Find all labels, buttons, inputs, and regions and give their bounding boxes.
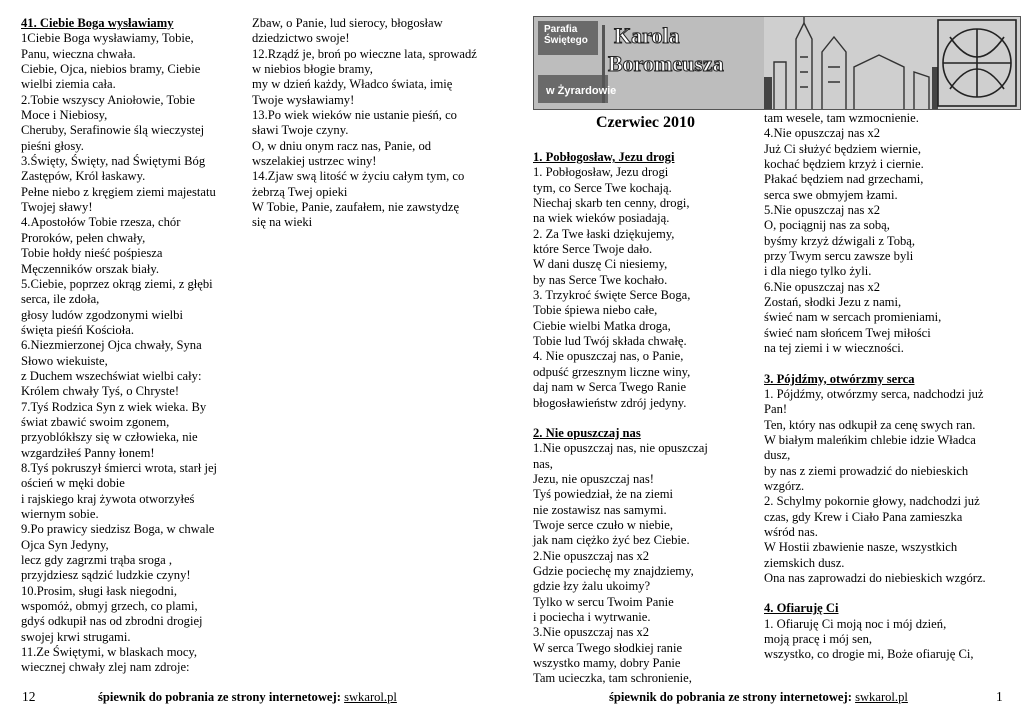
footer-right bbox=[609, 690, 908, 705]
song-line: się na wieki bbox=[252, 215, 313, 230]
song-line: Ten, który nas odkupił za cenę swych ran. bbox=[764, 417, 976, 432]
song-line: 13.Po wiek wieków nie ustanie pieśń, co bbox=[252, 108, 457, 123]
song-title-41: 41. Ciebie Boga wysławiamy bbox=[21, 16, 174, 30]
song-line: Tobie hołdy nieść pośpiesza bbox=[21, 246, 163, 261]
song-line: my w dzień każdy, Władco świata, imię bbox=[252, 77, 453, 92]
footer-link[interactable]: swkarol.pl bbox=[344, 690, 397, 704]
song-line: Słowo wiekuiste, bbox=[21, 353, 108, 368]
song-line: Tam ucieczka, tam schronienie, bbox=[533, 671, 692, 686]
song-line: O, w dniu onym racz nas, Panie, od bbox=[252, 138, 432, 153]
song-line: na tej ziemi i w wieczności. bbox=[764, 341, 904, 356]
song-lines bbox=[764, 111, 1019, 357]
song-line: Panu, wieczna chwała. bbox=[21, 46, 136, 61]
song-line: przyjdziesz sądzić ludzkie czyny! bbox=[21, 568, 191, 583]
song-line: W białym maleńkim chlebie idzie Władca bbox=[764, 432, 976, 447]
song-line: 4.Nie opuszczaj nas x2 bbox=[764, 126, 881, 141]
song-line: 5.Ciebie, poprzez okrąg ziemi, z głębi bbox=[21, 276, 213, 291]
hymn-column-2 bbox=[252, 16, 502, 231]
song-line: 1. Pobłogosław, Jezu drogi bbox=[533, 165, 669, 180]
song-lines bbox=[764, 617, 1019, 663]
song-line: 6.Niezmierzonej Ojca chwały, Syna bbox=[21, 338, 202, 353]
song-line: przyoblókłszy się w człowieka, nie bbox=[21, 430, 198, 445]
song-line: W Tobie, Panie, zaufałem, nie zawstydzę bbox=[252, 200, 460, 215]
song-line: 4.Apostołów Tobie rzesza, chór bbox=[21, 215, 181, 230]
song-line: wzgórz. bbox=[764, 478, 805, 493]
song-line: 1. Pójdźmy, otwórzmy serca, nadchodzi już bbox=[764, 386, 984, 401]
song-line: byśmy krzyż dźwigali z Tobą, bbox=[764, 233, 916, 248]
song-line: błogosławieństw zdrój jedyny. bbox=[533, 395, 687, 410]
month-heading: Czerwiec 2010 bbox=[595, 114, 696, 131]
song-line: świeć nam w sercach promieniami, bbox=[764, 310, 942, 325]
song-lines bbox=[533, 165, 758, 411]
song-line: jak nam ciężko żyć bez Ciebie. bbox=[533, 533, 690, 548]
song-line: lecz gdy zagrzmi trąba sroga , bbox=[21, 553, 173, 568]
song-line: pieśni głosy. bbox=[21, 138, 84, 153]
footer-left bbox=[98, 690, 397, 705]
song-line: przy Twym sercu zawsze byli bbox=[764, 249, 914, 264]
song-line: Zastępów, Król łaskawy. bbox=[21, 169, 146, 184]
song-line: wiecznej chwały zlej nam zdroje: bbox=[21, 660, 190, 675]
song-line: Tyś powiedział, że na ziemi bbox=[533, 487, 674, 502]
song-line: 9.Po prawicy siedzisz Boga, w chwale bbox=[21, 522, 215, 537]
footer-text: śpiewnik do pobrania ze strony internetowej: bbox=[98, 690, 341, 704]
song-line: Ciebie, Ojca, niebios bramy, Ciebie bbox=[21, 62, 201, 77]
song-line: 3. Trzykroć święte Serce Boga, bbox=[533, 288, 691, 303]
song-line: moją pracę i mój sen, bbox=[764, 632, 873, 646]
song-line: kochać będziem krzyż i ciernie. bbox=[764, 157, 924, 172]
song-line: wiernym sobie. bbox=[21, 507, 99, 521]
song-line: Ciebie wielbi Matka droga, bbox=[533, 318, 671, 333]
song-line: 2.Nie opuszczaj nas x2 bbox=[533, 548, 650, 563]
song-line: 2. Schylmy pokornie głowy, nadchodzi już bbox=[764, 494, 980, 509]
song-line: Męczenników orszak biały. bbox=[21, 261, 160, 276]
song-line: 3.Nie opuszczaj nas x2 bbox=[533, 625, 650, 640]
song-line: głosy ludów zgodzonymi wielbi bbox=[21, 307, 183, 322]
song-line: Twoje serce czuło w niebie, bbox=[533, 517, 674, 532]
song-line: z Duchem wszechświat wielbi cały: bbox=[21, 368, 202, 383]
song-line: i dla niego tylko żyli. bbox=[764, 264, 872, 279]
song-line: Niechaj skarb ten cenny, drogi, bbox=[533, 196, 690, 211]
song-line: W Hostii zbawienie nasze, wszystkich bbox=[764, 540, 958, 555]
song-line: wśród nas. bbox=[764, 524, 818, 539]
song-line: świat zbawić swoim zgonem, bbox=[21, 414, 170, 429]
page-number-right: 1 bbox=[996, 689, 1003, 704]
song-line: Cheruby, Serafinowie ślą wieczystej bbox=[21, 123, 205, 138]
song-line: 10.Prosim, sługi łask niegodni, bbox=[21, 583, 178, 598]
song-line: Tylko w sercu Twoim Panie bbox=[533, 594, 674, 609]
song-line: Tobie śpiewa niebo całe, bbox=[533, 303, 658, 318]
song-line: Jezu, nie opuszczaj nas! bbox=[533, 471, 654, 486]
song-line: 8.Tyś pokruszył śmierci wrota, starł jej bbox=[21, 460, 218, 475]
song-line: czas, gdy Krew i Ciało Pana zamieszka bbox=[764, 509, 963, 524]
song-line: Zbaw, o Panie, lud sierocy, błogosław bbox=[252, 16, 443, 30]
song-line: Tobie lud Twój składa chwałę. bbox=[533, 334, 687, 349]
song-line: Pan! bbox=[764, 402, 788, 417]
song-line: Ojca Syn Jedyny, bbox=[21, 537, 109, 552]
song-line: wspomóż, obmyj grzech, co plami, bbox=[21, 599, 198, 614]
song-line: Królem chwały Tyś, o Chryste! bbox=[21, 384, 180, 399]
banner-place: w Żyrardowie bbox=[546, 85, 617, 97]
song-title-4: 4. Ofiaruję Ci bbox=[764, 601, 839, 616]
song-line: odpuść grzesznym liczne winy, bbox=[533, 364, 691, 379]
song-line: by nas z ziemi prowadzić do niebieskich bbox=[764, 463, 969, 478]
song-line: tam wesele, tam wzmocnienie. bbox=[764, 111, 919, 125]
hymn-column-3 bbox=[533, 150, 758, 687]
song-line: serca, ile zdoła, bbox=[21, 292, 100, 307]
song-lines bbox=[533, 441, 758, 687]
song-title-3: 3. Pójdźmy, otwórzmy serca bbox=[764, 371, 915, 386]
hymn-column-4 bbox=[764, 111, 1019, 663]
footer-text: śpiewnik do pobrania ze strony internetowej: bbox=[609, 690, 852, 704]
song-line: nie zostawisz nas samymi. bbox=[533, 502, 667, 517]
song-line: swojej krwi strugami. bbox=[21, 629, 131, 644]
banner-name-line2: Boromeusza bbox=[608, 51, 724, 76]
song-line: O, pociągnij nas za sobą, bbox=[764, 218, 890, 233]
song-line: by nas Serce Twe kochało. bbox=[533, 272, 668, 287]
song-line: świeć nam słońcem Twej miłości bbox=[764, 325, 931, 340]
song-line: dusz, bbox=[764, 448, 791, 463]
song-line: 4. Nie opuszczaj nas, o Panie, bbox=[533, 349, 684, 364]
song-line: Moce i Niebiosy, bbox=[21, 108, 108, 123]
song-line: ziemskich dusz. bbox=[764, 555, 845, 570]
song-line: wszelakiej ustrzec winy! bbox=[252, 154, 377, 169]
song-lines bbox=[764, 387, 1019, 586]
song-line: wszystko, co drogie mi, Boże ofiaruję Ci, bbox=[764, 647, 974, 662]
song-line: Zostań, słodki Jezu z nami, bbox=[764, 295, 902, 310]
song-line: 1. Ofiaruję Ci moją noc i mój dzień, bbox=[764, 616, 947, 631]
song-title-1: 1. Pobłogosław, Jezu drogi bbox=[533, 150, 675, 164]
song-line: gdyś odkupił nas od zbrodni drogiej bbox=[21, 614, 203, 629]
song-line: 5.Nie opuszczaj nas x2 bbox=[764, 203, 881, 218]
song-line: W serca Twego słodkiej ranie bbox=[533, 640, 683, 655]
song-line: 11.Ze Świętymi, w blaskach mocy, bbox=[21, 645, 198, 660]
song-line: nas, bbox=[533, 456, 553, 471]
song-title-2: 2. Nie opuszczaj nas bbox=[533, 425, 641, 440]
parish-banner bbox=[533, 16, 1021, 110]
song-line: 1Ciebie Boga wysławiamy, Tobie, bbox=[21, 31, 194, 46]
song-line: i rajskiego kraj żywota otworzyłeś bbox=[21, 491, 195, 506]
song-line: Płakać będziem nad grzechami, bbox=[764, 172, 924, 187]
song-line: 12.Rządź je, broń po wieczne lata, sprowadź bbox=[252, 46, 477, 61]
song-line: 2. Za Twe łaski dziękujemy, bbox=[533, 226, 675, 241]
song-line: Twojej sławy! bbox=[21, 200, 93, 215]
song-line: serca swe obmyjem łzami. bbox=[764, 187, 898, 202]
song-line: 14.Zjaw swą litość w życiu całym tym, co bbox=[252, 169, 465, 184]
song-line: które Serce Twoje dało. bbox=[533, 242, 653, 257]
hymn-column-1 bbox=[21, 16, 246, 676]
song-line: w niebios błogie bramy, bbox=[252, 62, 373, 77]
song-line: i pociecha i wytrwanie. bbox=[533, 609, 651, 624]
song-line: na wiek wieków posiadają. bbox=[533, 211, 670, 226]
song-line: 6.Nie opuszczaj nas x2 bbox=[764, 279, 881, 294]
song-line: tym, co Serce Twe kochają. bbox=[533, 180, 672, 195]
song-line: dziedzictwo swoje! bbox=[252, 31, 350, 46]
song-line: Proroków, pełen chwały, bbox=[21, 230, 146, 245]
song-line: wielbi ziemia cała. bbox=[21, 77, 116, 92]
banner-parafia: Parafia bbox=[544, 24, 578, 35]
song-line: Już Ci służyć będziem wiernie, bbox=[764, 141, 922, 156]
song-line: oścień w męki dobie bbox=[21, 476, 125, 491]
song-line: Gdzie pociechę my znajdziemy, bbox=[533, 563, 694, 578]
song-line: Twoje wysławiamy! bbox=[252, 92, 355, 107]
song-line: W dani duszę Ci niesiemy, bbox=[533, 257, 668, 272]
banner-swietego: Świętego bbox=[544, 35, 588, 46]
song-line: 1.Nie opuszczaj nas, nie opuszczaj bbox=[533, 441, 708, 456]
song-line: gdzie łzy żalu ukoimy? bbox=[533, 579, 651, 594]
song-line: Pełne niebo z kręgiem ziemi majestatu bbox=[21, 184, 216, 199]
song-line: 2.Tobie wszyscy Aniołowie, Tobie bbox=[21, 92, 195, 107]
footer-link[interactable]: swkarol.pl bbox=[855, 690, 908, 704]
song-line: Ona nas zaprowadzi do niebieskich wzgórz. bbox=[764, 570, 986, 585]
song-lines bbox=[21, 31, 246, 675]
song-line: sławi Twoje czyny. bbox=[252, 123, 349, 138]
song-line: daj nam w Serca Twego Ranie bbox=[533, 380, 687, 395]
song-line: 3.Święty, Święty, nad Świętymi Bóg bbox=[21, 154, 206, 169]
song-line: święta pieśń Kościoła. bbox=[21, 322, 134, 337]
song-line: 7.Tyś Rodzica Syn z wiek wieka. By bbox=[21, 399, 207, 414]
song-lines bbox=[252, 16, 502, 231]
song-line: wzgardziłeś Panny łonem! bbox=[21, 445, 155, 460]
page-number-left: 12 bbox=[22, 689, 36, 704]
song-line: wszystko mamy, dobry Panie bbox=[533, 656, 681, 670]
banner-name-line1: Karola bbox=[614, 23, 680, 48]
song-line: żebrzą Twej opieki bbox=[252, 184, 348, 199]
